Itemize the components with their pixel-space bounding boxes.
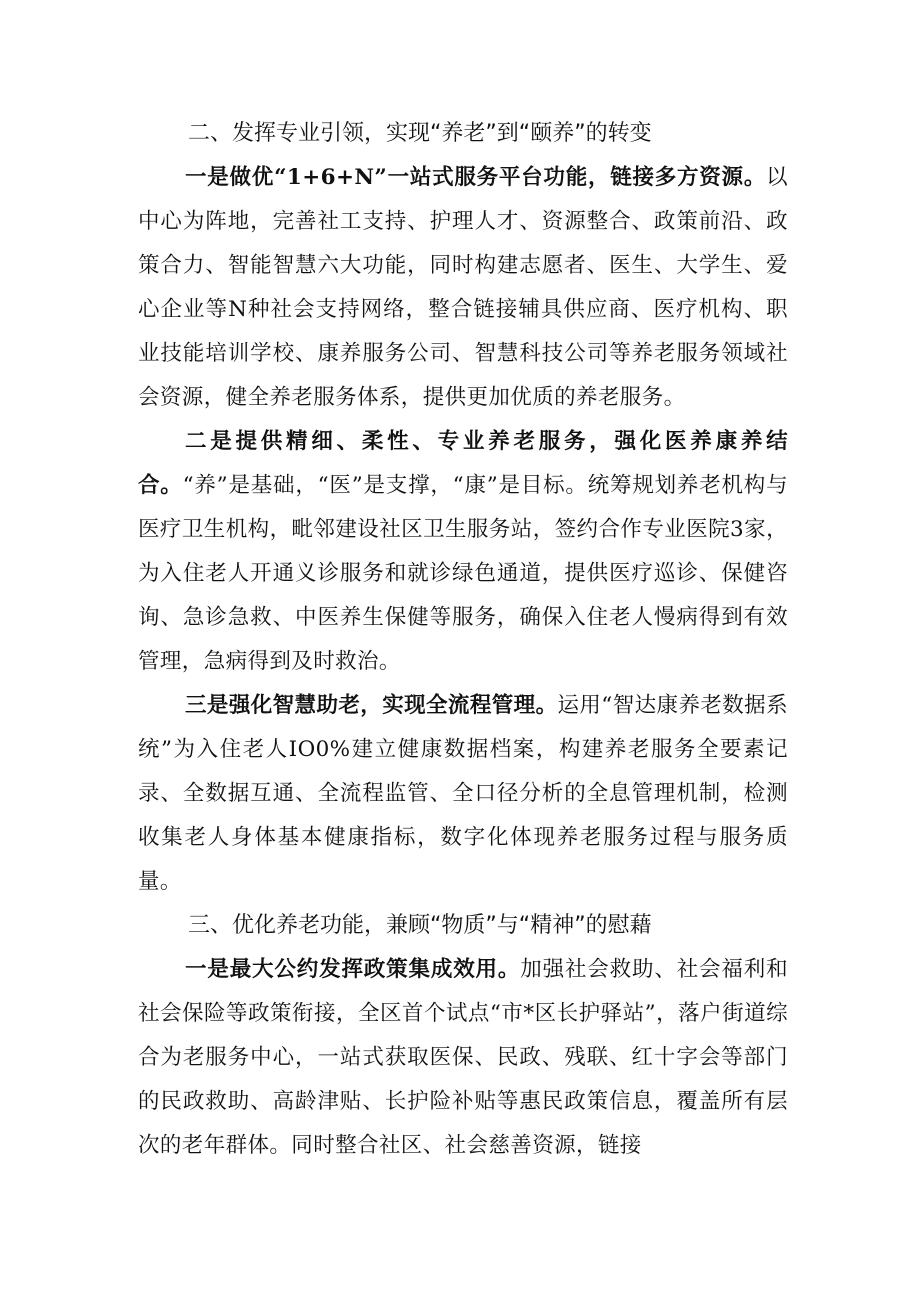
paragraph-3-body: 运用“智达康养老数据系统”为入住老人IO0%建立健康数据档案，构建养老服务全要素记录、全数据互通、全流程监管、全口径分析的全息管理机制，检测收集老人身体基本健康指标，数字化体现养老服务过程与服务质量。 (138, 693, 788, 894)
paragraph-3-lead: 三是强化智慧助老，实现全流程管理。 (185, 693, 558, 718)
paragraph-1-lead: 一是做优“1+6+N”一站式服务平台功能，链接多方资源。 (185, 165, 767, 190)
paragraph-4-lead: 一是最大公约发挥政策集成效用。 (185, 957, 521, 982)
section-heading-3: 三、优化养老功能，兼顾“物质”与“精神”的慰藉 (188, 913, 652, 938)
paragraph-4 (138, 948, 788, 1168)
section-heading-2: 二、发挥专业引领，实现“养老”到“颐养”的转变 (188, 121, 652, 146)
paragraph-2-body: “养”是基础，“医”是支撑，“康”是目标。统筹规划养老机构与医疗卫生机构，毗邻建设社区卫生服务站，签约合作专业医院3家，为入住老人开通义诊服务和就诊绿色通道，提供医疗巡诊、保健咨询、急诊急救、中医养生保健等服务，确保入住老人慢病得到有效管理，急病得到及时救治。 (138, 473, 788, 674)
paragraph-4-body: 加强社会救助、社会福利和社会保险等政策衔接，全区首个试点“市*区长护驿站”，落户街道综合为老服务中心，一站式获取医保、民政、残联、红十字会等部门的民政救助、高龄津贴、长护险补贴等惠民政策信息，覆盖所有层次的老年群体。同时整合社区、社会慈善资源，链接 (138, 957, 788, 1158)
paragraph-2-lead: 二是提供精细、柔性、专业养老服务，强化医养康养结合。 (138, 429, 788, 498)
paragraph-2 (138, 420, 788, 684)
paragraph-3 (138, 684, 788, 904)
document-page (138, 112, 788, 1168)
paragraph-1-body: 以中心为阵地，完善社工支持、护理人才、资源整合、政策前沿、政策合力、智能智慧六大功能，同时构建志愿者、医生、大学生、爱心企业等N种社会支持网络，整合链接辅具供应商、医疗机构、职业技能培训学校、康养服务公司、智慧科技公司等养老服务领域社会资源，健全养老服务体系，提供更加优质的养老服务。 (138, 165, 788, 410)
paragraph-1 (138, 156, 788, 420)
